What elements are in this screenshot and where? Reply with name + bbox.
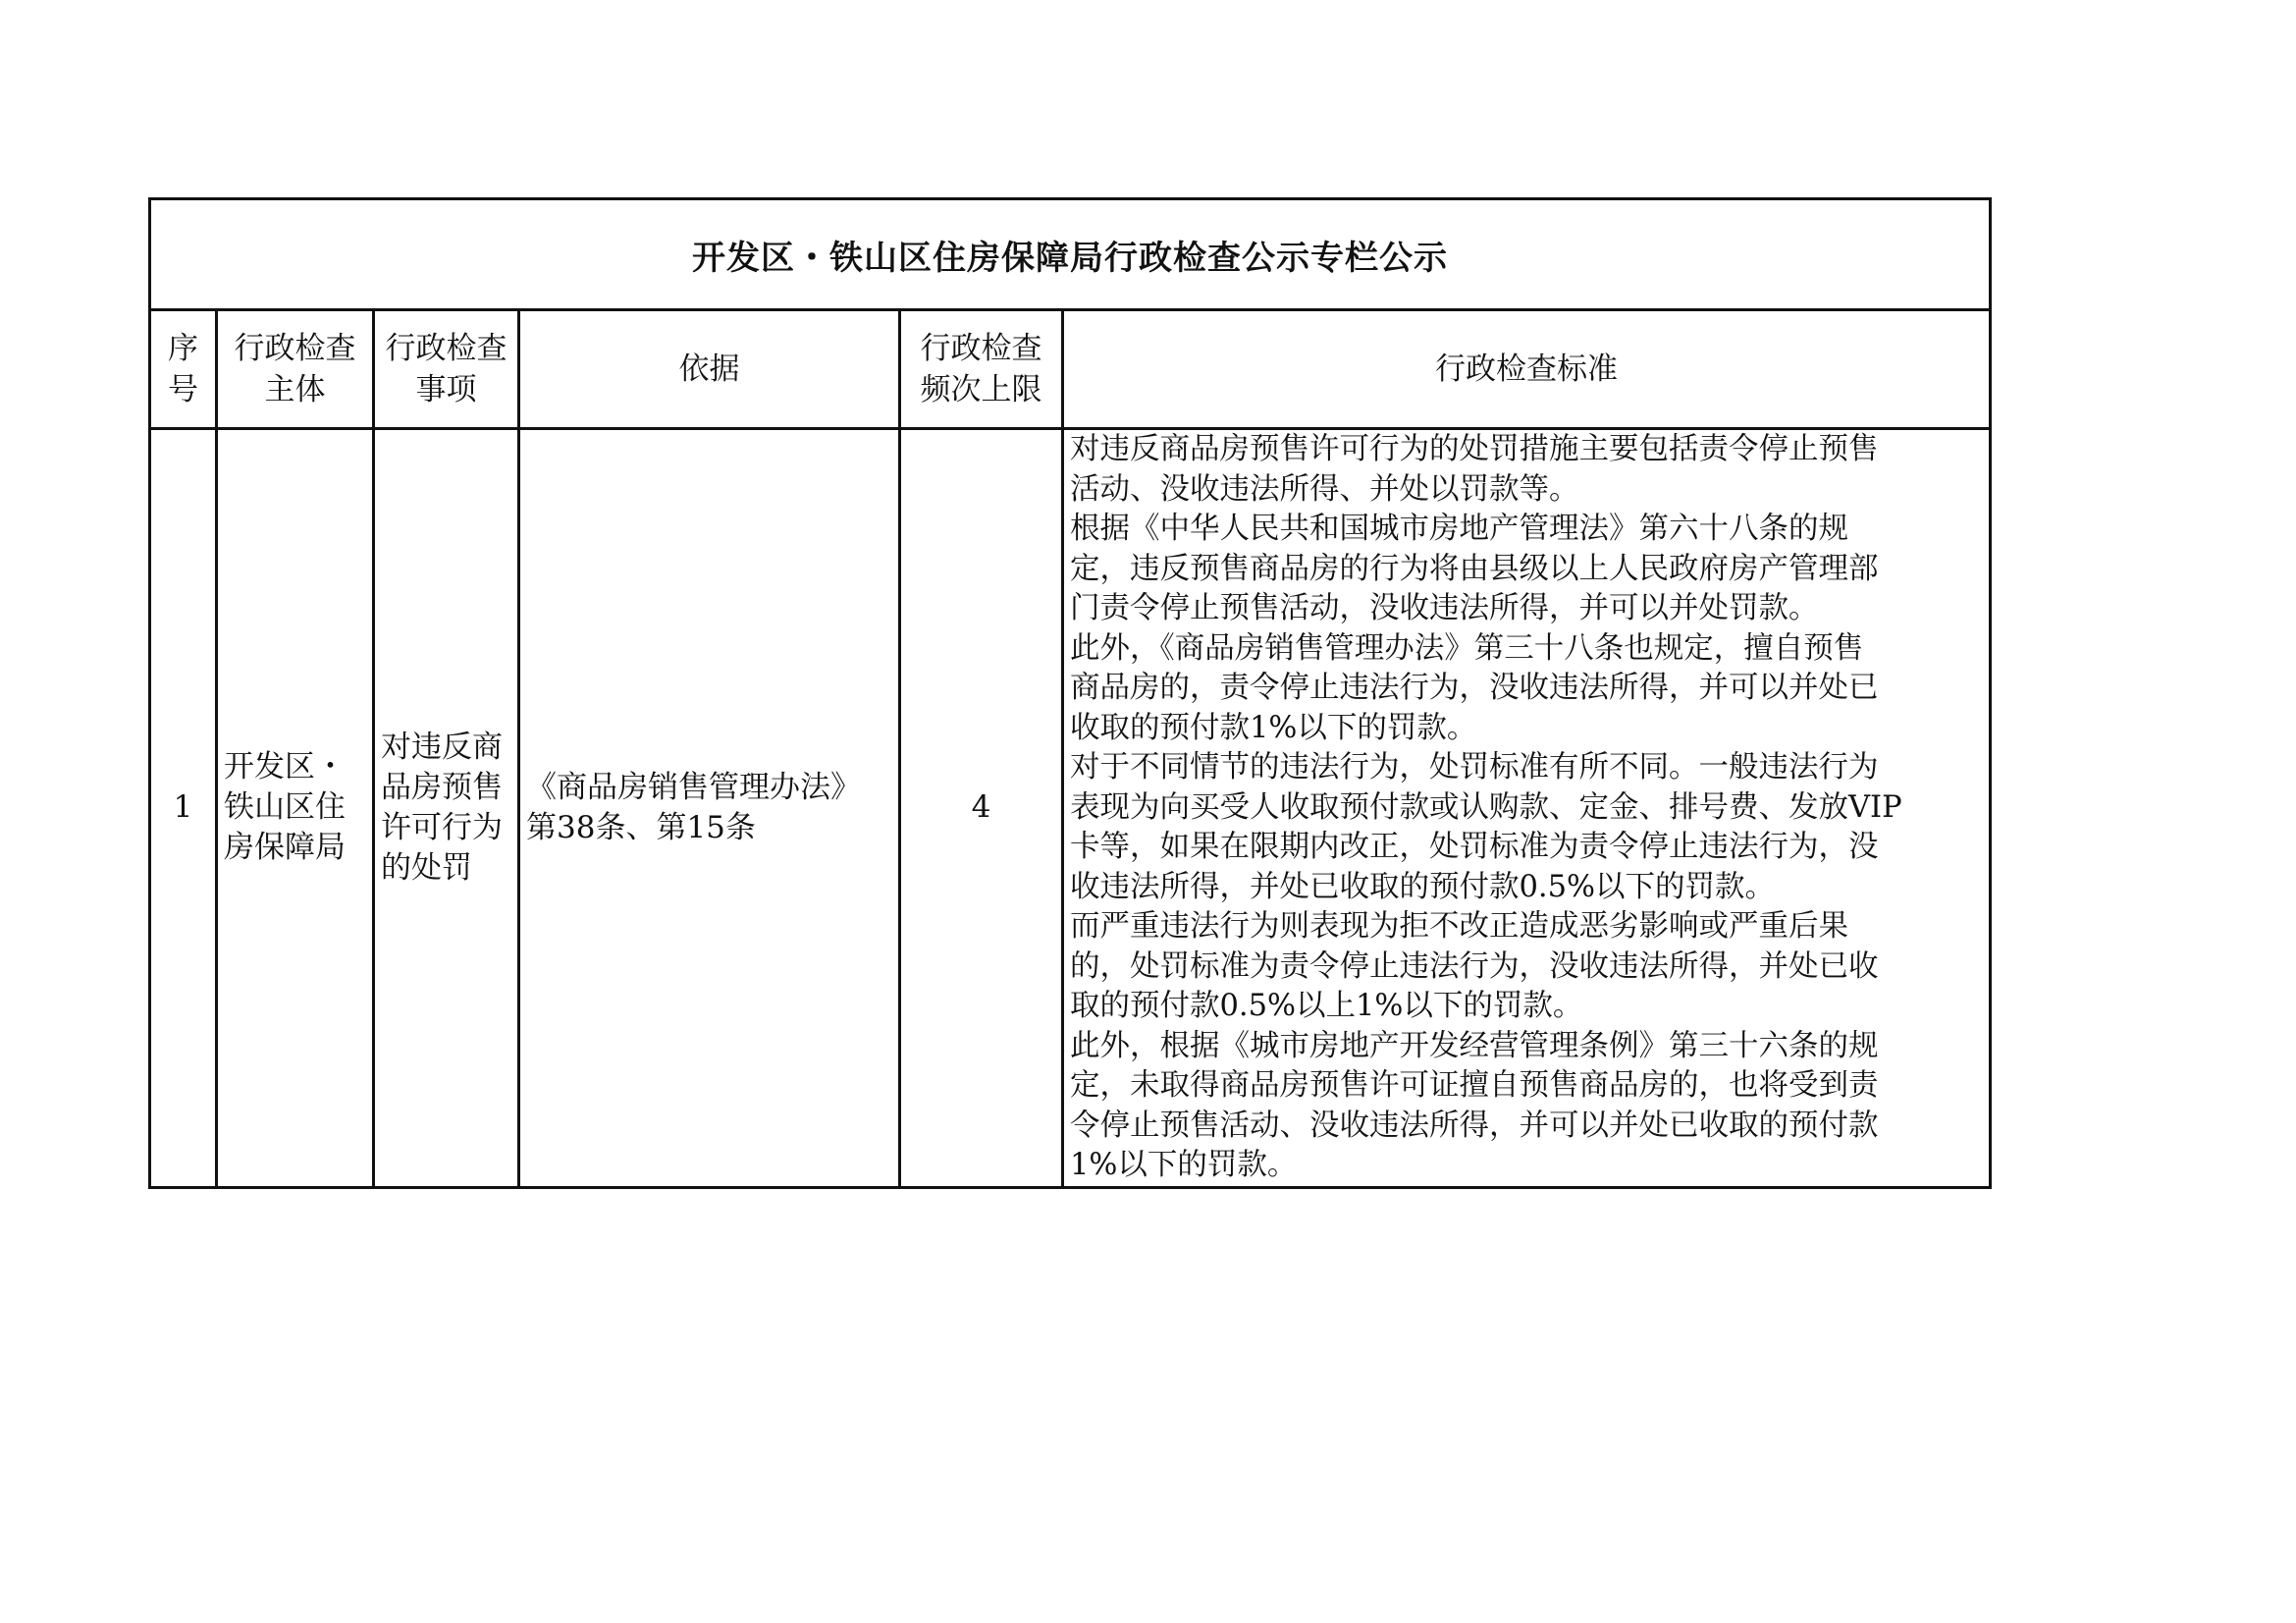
inspection-table [148, 197, 1992, 1189]
standard-paragraph: 对违反商品房预售许可行为的处罚措施主要包括责令停止预售 活动、没收违法所得、并处以罚款等。 [1070, 432, 1879, 507]
title-row [150, 199, 1991, 310]
column-header-item [374, 310, 519, 429]
table-title: 开发区・铁山区住房保障局行政检查公示专栏公示 [150, 199, 1991, 310]
row-frequency [900, 429, 1063, 1188]
row-standard [1063, 429, 1991, 1188]
row-basis [519, 429, 900, 1188]
column-header-frequency-label: 行政检查 频次上限 [920, 331, 1042, 407]
row-subject [217, 429, 374, 1188]
row-basis-value: 《商品房销售管理办法》 第38条、第15条 [526, 769, 861, 845]
standard-paragraph: 此外，《商品房销售管理办法》第三十八条也规定，擅自预售 商品房的，责令停止违法行为，没收违法所得，并可以并处已 收取的预付款1%以下的罚款。 [1070, 630, 1879, 745]
column-header-seq [150, 310, 217, 429]
column-header-basis-label: 依据 [678, 352, 740, 387]
column-header-standard [1063, 310, 1991, 429]
row-seq-value: 1 [173, 789, 193, 826]
column-header-subject [217, 310, 374, 429]
row-item-value: 对违反商 品房预售 许可行为 的处罚 [381, 729, 503, 886]
standard-paragraph: 对于不同情节的违法行为，处罚标准有所不同。一般违法行为 表现为向买受人收取预付款或认购款、定金、排号费、发放VIP 卡等，如果在限期内改正，处罚标准为责令停止违法行为，没 收违法所得，并处已收取的预付款0.5%以下的罚款。 [1070, 750, 1902, 904]
column-header-frequency [900, 310, 1063, 429]
row-subject-value: 开发区・ 铁山区住 房保障局 [224, 749, 346, 866]
standard-paragraph: 此外，根据《城市房地产开发经营管理条例》第三十六条的规 定，未取得商品房预售许可证擅自预售商品房的，也将受到责 令停止预售活动、没收违法所得，并可以并处已收取的预付款 1%以下的罚款。 [1070, 1028, 1879, 1182]
standard-paragraph: 根据《中华人民共和国城市房地产管理法》第六十八条的规 定，违反预售商品房的行为将由县级以上人民政府房产管理部 门责令停止预售活动，没收违法所得，并可以并处罚款。 [1070, 512, 1879, 625]
standard-paragraph: 而严重违法行为则表现为拒不改正造成恶劣影响或严重后果 的，处罚标准为责令停止违法行为，没收违法所得，并处已收 取的预付款0.5%以上1%以下的罚款。 [1070, 909, 1879, 1023]
column-header-standard-label: 行政检查标准 [1435, 352, 1619, 387]
row-seq [150, 429, 217, 1188]
row-frequency-value: 4 [971, 789, 991, 826]
header-row [150, 310, 1991, 429]
column-header-seq-label: 序 号 [168, 331, 198, 407]
row-item [374, 429, 519, 1188]
column-header-item-label: 行政检查 事项 [385, 331, 507, 407]
column-header-basis [519, 310, 900, 429]
table-row [150, 429, 1991, 1188]
column-header-subject-label: 行政检查 主体 [234, 331, 356, 407]
